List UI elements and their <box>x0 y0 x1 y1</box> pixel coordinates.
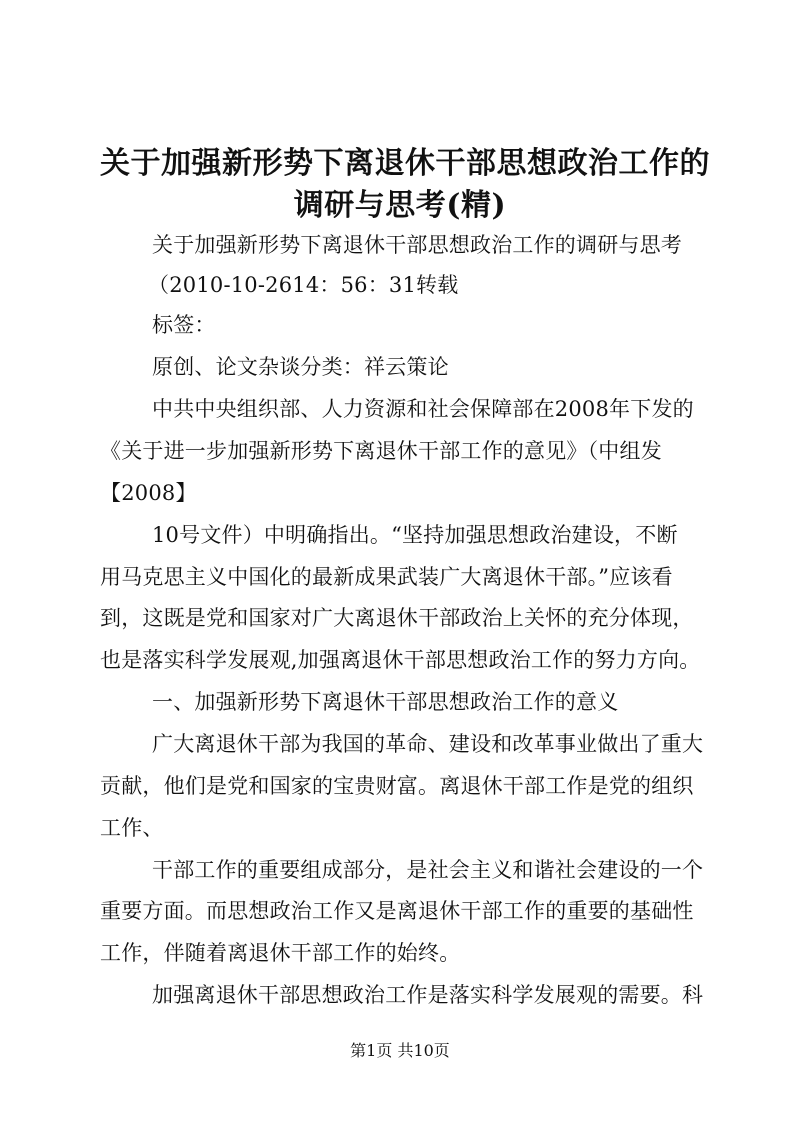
body-line: 工作，伴随着离退休干部工作的始终。 <box>100 941 461 965</box>
body-line: 【2008】 <box>100 481 197 505</box>
body-line: 重要方面。而思想政治工作又是离退休干部工作的重要的基础性 <box>100 899 694 923</box>
subtitle-line: 关于加强新形势下离退休干部思想政治工作的调研与思考 <box>152 233 682 257</box>
body-line: 10号文件）中明确指出。“坚持加强思想政治建设，不断 <box>152 523 678 547</box>
body-line: 贡献，他们是党和国家的宝贵财富。离退休干部工作是党的组织 <box>100 774 694 798</box>
tags-label: 标签： <box>152 313 216 337</box>
document-title-line-1: 关于加强新形势下离退休干部思想政治工作的 <box>100 146 710 181</box>
timestamp-line: （2010-10-2614：56：31转载 <box>148 273 459 297</box>
body-line: 广大离退休干部为我国的革命、建设和改革事业做出了重大 <box>152 732 704 756</box>
body-line: 《关于进一步加强新形势下离退休干部工作的意见》（中组发 <box>100 439 662 463</box>
body-line: 用马克思主义中国化的最新成果武装广大离退休干部。”应该看 <box>100 565 673 589</box>
body-line: 到，这既是党和国家对广大离退休干部政治上关怀的充分体现， <box>100 606 694 630</box>
body-line: 加强离退休干部思想政治工作是落实科学发展观的需要。科 <box>152 983 704 1007</box>
body-line: 中共中央组织部、人力资源和社会保障部在2008年下发的 <box>152 397 694 421</box>
document-title-line-2: 调研与思考(精) <box>293 188 507 223</box>
body-line: 干部工作的重要组成部分，是社会主义和谐社会建设的一个 <box>152 858 704 882</box>
category-line: 原创、论文杂谈分类：祥云策论 <box>152 355 449 379</box>
body-line: 也是落实科学发展观,加强离退休干部思想政治工作的努力方向。 <box>100 648 701 672</box>
body-line: 工作、 <box>100 816 164 840</box>
section-heading: 一、加强新形势下离退休干部思想政治工作的意义 <box>152 690 619 714</box>
page-number-footer: 第1页 共10页 <box>350 1041 450 1060</box>
